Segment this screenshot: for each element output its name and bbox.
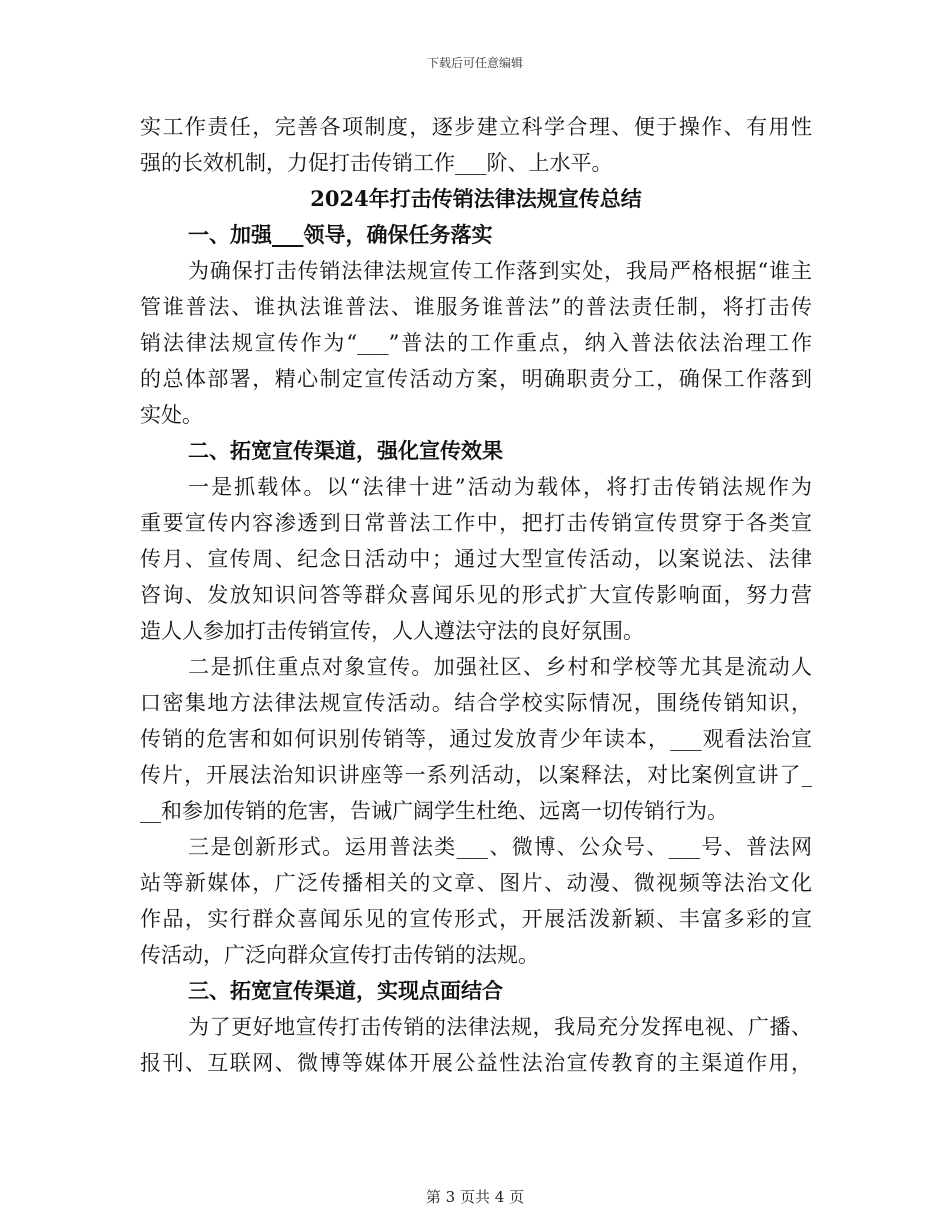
text-line: 重要宣传内容渗透到日常普法工作中，把打击传销宣传贯穿于各类宣 <box>140 511 812 535</box>
text-line: 口密集地方法律法规宣传活动。结合学校实际情况，围绕传销知识， <box>140 691 812 715</box>
page-number: 第 3 页共 4 页 <box>425 1188 525 1206</box>
text-line: 作品，实行群众喜闻乐见的宣传形式，开展活泼新颖、丰富多彩的宣 <box>140 907 812 931</box>
text-line: 的总体部署，精心制定宣传活动方案，明确职责分工，确保工作落到 <box>140 367 812 391</box>
text-line: 销法律法规宣传作为“___”普法的工作重点，纳入普法依法治理工作 <box>140 331 812 355</box>
text-line: 造人人参加打击传销宣传，人人遵法守法的良好氛围。 <box>140 619 644 643</box>
page-header-note: 下载后可任意编辑 <box>426 56 523 70</box>
section-heading: 三、拓宽宣传渠道，实现点面结合 <box>188 978 503 1003</box>
text-line: 一是抓载体。以“法律十进”活动为载体，将打击传销法规作为 <box>188 475 812 499</box>
document-title: 2024年打击传销法律法规宣传总结 <box>310 186 642 211</box>
text-line: 强的长效机制，力促打击传销工作___阶、上水平。 <box>140 151 613 175</box>
text-line: 传销的危害和如何识别传销等，通过发放青少年读本，___观看法治宣 <box>140 727 812 751</box>
text-line: 传片，开展法治知识讲座等一系列活动，以案释法，对比案例宣讲了_ <box>140 763 812 787</box>
text-line: 站等新媒体，广泛传播相关的文章、图片、动漫、微视频等法治文化 <box>140 871 812 895</box>
text-line: 实处。 <box>140 403 203 427</box>
document-body <box>140 109 812 1081</box>
text-line: 实工作责任，完善各项制度，逐步建立科学合理、便于操作、有用性 <box>140 115 812 139</box>
text-line: 传月、宣传周、纪念日活动中；通过大型宣传活动，以案说法、法律 <box>140 547 812 571</box>
text-line: 三是创新形式。运用普法类___、微博、公众号、___号、普法网 <box>188 835 812 859</box>
text-line: 为了更好地宣传打击传销的法律法规，我局充分发挥电视、广播、 <box>188 1015 812 1039</box>
text-line: 为确保打击传销法律法规宣传工作落到实处，我局严格根据“谁主 <box>188 259 812 283</box>
text-line: 报刊、互联网、微博等媒体开展公益性法治宣传教育的主渠道作用， <box>140 1051 812 1075</box>
text-line: 咨询、发放知识问答等群众喜闻乐见的形式扩大宣传影响面，努力营 <box>140 583 812 607</box>
text-line: 管谁普法、谁执法谁普法、谁服务谁普法”的普法责任制，将打击传 <box>140 295 812 319</box>
section-heading: 二、拓宽宣传渠道，强化宣传效果 <box>188 438 503 463</box>
section-heading: 一、加强___领导，确保任务落实 <box>188 222 493 247</box>
text-line: __和参加传销的危害，告诫广阔学生杜绝、远离一切传销行为。 <box>140 799 728 823</box>
text-line: 传活动，广泛向群众宣传打击传销的法规。 <box>140 943 539 967</box>
text-line: 二是抓住重点对象宣传。加强社区、乡村和学校等尤其是流动人 <box>188 655 812 679</box>
